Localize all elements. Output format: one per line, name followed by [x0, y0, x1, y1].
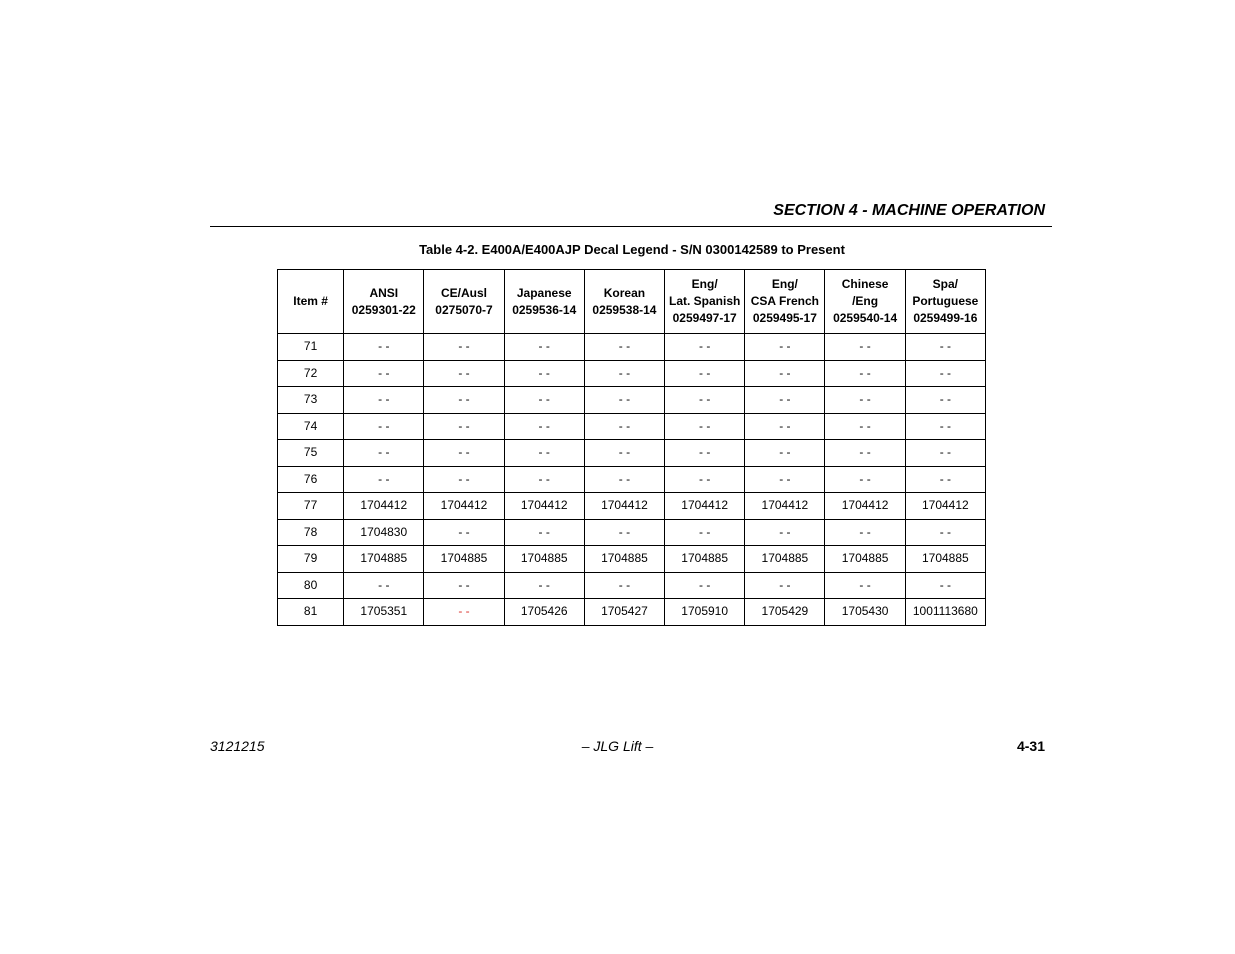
table-row	[278, 519, 986, 546]
decal-part-cell: 1704885	[424, 546, 504, 573]
decal-part-cell: - -	[745, 387, 825, 414]
decal-part-cell: - -	[504, 466, 584, 493]
column-header-eng-lat-spanish: Eng/ Lat. Spanish 0259497-17	[665, 270, 745, 334]
item-number-cell: 81	[278, 599, 344, 626]
decal-part-cell: - -	[905, 440, 985, 467]
decal-part-cell: - -	[584, 387, 664, 414]
decal-part-cell: - -	[665, 440, 745, 467]
decal-part-cell: - -	[745, 519, 825, 546]
decal-part-cell: - -	[344, 572, 424, 599]
table-row	[278, 493, 986, 520]
decal-part-cell: 1704412	[504, 493, 584, 520]
column-header-eng-csa-french: Eng/ CSA French 0259495-17	[745, 270, 825, 334]
decal-part-cell: 1704412	[584, 493, 664, 520]
decal-part-cell: - -	[344, 334, 424, 361]
decal-part-cell: - -	[905, 387, 985, 414]
decal-part-cell: - -	[424, 413, 504, 440]
decal-part-cell: - -	[344, 440, 424, 467]
decal-legend-table	[277, 269, 986, 626]
decal-part-cell: 1705429	[745, 599, 825, 626]
decal-part-cell: - -	[825, 572, 905, 599]
decal-part-cell: 1704885	[745, 546, 825, 573]
decal-part-cell: - -	[665, 572, 745, 599]
decal-part-cell: - -	[504, 387, 584, 414]
decal-part-cell: - -	[344, 360, 424, 387]
decal-part-cell: - -	[825, 413, 905, 440]
decal-part-cell: - -	[745, 466, 825, 493]
decal-part-cell: - -	[504, 440, 584, 467]
decal-part-cell: - -	[665, 334, 745, 361]
item-number-cell: 72	[278, 360, 344, 387]
decal-part-cell: - -	[504, 572, 584, 599]
column-header-ce-ausl: CE/Ausl 0275070-7	[424, 270, 504, 334]
decal-part-cell: 1705426	[504, 599, 584, 626]
decal-part-cell: - -	[905, 334, 985, 361]
column-header-spa-portuguese: Spa/ Portuguese 0259499-16	[905, 270, 985, 334]
table-row	[278, 466, 986, 493]
decal-part-cell: - -	[745, 440, 825, 467]
item-number-cell: 76	[278, 466, 344, 493]
decal-part-cell: - -	[745, 572, 825, 599]
decal-part-cell: - -	[424, 466, 504, 493]
item-number-cell: 73	[278, 387, 344, 414]
decal-part-cell: 1704885	[504, 546, 584, 573]
column-header-korean: Korean 0259538-14	[584, 270, 664, 334]
decal-part-cell: - -	[584, 440, 664, 467]
decal-part-cell: - -	[825, 334, 905, 361]
decal-part-cell: - -	[424, 334, 504, 361]
decal-part-cell: - -	[905, 519, 985, 546]
decal-part-cell: - -	[825, 466, 905, 493]
decal-part-cell: - -	[584, 334, 664, 361]
decal-part-cell: 1705430	[825, 599, 905, 626]
table-row	[278, 334, 986, 361]
column-header-japanese: Japanese 0259536-14	[504, 270, 584, 334]
decal-part-cell: 1704412	[665, 493, 745, 520]
decal-part-cell: 1705910	[665, 599, 745, 626]
page-number: 4-31	[1016, 738, 1045, 754]
footer-brand: – JLG Lift –	[581, 738, 654, 754]
document-number: 3121215	[210, 738, 265, 754]
item-number-cell: 74	[278, 413, 344, 440]
decal-part-cell: - -	[584, 519, 664, 546]
decal-part-cell: 1001113680	[905, 599, 985, 626]
item-number-cell: 80	[278, 572, 344, 599]
decal-part-cell: 1704412	[745, 493, 825, 520]
decal-part-cell: - -	[745, 334, 825, 361]
decal-part-cell: - -	[344, 466, 424, 493]
decal-part-cell: 1705427	[584, 599, 664, 626]
table-row	[278, 387, 986, 414]
decal-part-cell: - -	[745, 413, 825, 440]
decal-part-cell: - -	[665, 519, 745, 546]
item-number-cell: 71	[278, 334, 344, 361]
decal-part-cell: - -	[344, 413, 424, 440]
column-header-chinese-eng: Chinese /Eng 0259540-14	[825, 270, 905, 334]
decal-part-cell: - -	[584, 413, 664, 440]
table-row	[278, 572, 986, 599]
decal-part-cell: - -	[584, 360, 664, 387]
item-number-cell: 78	[278, 519, 344, 546]
table-row	[278, 599, 986, 626]
decal-part-cell: - -	[584, 466, 664, 493]
table-row	[278, 413, 986, 440]
table-row	[278, 440, 986, 467]
decal-part-cell: - -	[504, 360, 584, 387]
table-caption: Table 4-2. E400A/E400AJP Decal Legend - S/N 0300142589 to Present	[419, 242, 845, 257]
section-title: SECTION 4 - MACHINE OPERATION	[773, 202, 1045, 219]
decal-part-cell: - -	[424, 599, 504, 626]
item-number-cell: 77	[278, 493, 344, 520]
decal-part-cell: 1704885	[905, 546, 985, 573]
decal-part-cell: - -	[665, 387, 745, 414]
item-number-cell: 79	[278, 546, 344, 573]
decal-part-cell: - -	[825, 387, 905, 414]
item-number-cell: 75	[278, 440, 344, 467]
decal-part-cell: 1704412	[424, 493, 504, 520]
section-divider	[210, 226, 1052, 227]
decal-part-cell: - -	[905, 413, 985, 440]
table-row	[278, 360, 986, 387]
decal-part-cell: - -	[424, 387, 504, 414]
decal-part-cell: - -	[905, 572, 985, 599]
decal-part-cell: - -	[504, 334, 584, 361]
decal-part-cell: - -	[424, 440, 504, 467]
decal-part-cell: - -	[825, 360, 905, 387]
decal-part-cell: - -	[745, 360, 825, 387]
decal-part-cell: 1704830	[344, 519, 424, 546]
decal-part-cell: 1704412	[825, 493, 905, 520]
decal-part-cell: - -	[424, 519, 504, 546]
decal-part-cell: - -	[424, 360, 504, 387]
decal-part-cell: 1704412	[905, 493, 985, 520]
decal-part-cell: 1704885	[584, 546, 664, 573]
decal-part-cell: 1704885	[344, 546, 424, 573]
column-header-item: Item #	[278, 270, 344, 334]
column-header-ansi: ANSI 0259301-22	[344, 270, 424, 334]
table-row	[278, 546, 986, 573]
table-body	[278, 334, 986, 626]
table-header-row	[278, 270, 986, 334]
decal-part-cell: - -	[584, 572, 664, 599]
decal-part-cell: - -	[504, 413, 584, 440]
decal-part-cell: - -	[825, 440, 905, 467]
decal-part-cell: - -	[504, 519, 584, 546]
decal-part-cell: 1704885	[825, 546, 905, 573]
decal-part-cell: - -	[344, 387, 424, 414]
decal-part-cell: 1705351	[344, 599, 424, 626]
decal-part-cell: - -	[905, 466, 985, 493]
decal-part-cell: - -	[665, 413, 745, 440]
decal-part-cell: - -	[825, 519, 905, 546]
decal-part-cell: - -	[665, 360, 745, 387]
decal-part-cell: - -	[424, 572, 504, 599]
decal-part-cell: - -	[905, 360, 985, 387]
decal-part-cell: - -	[665, 466, 745, 493]
decal-part-cell: 1704412	[344, 493, 424, 520]
decal-part-cell: 1704885	[665, 546, 745, 573]
